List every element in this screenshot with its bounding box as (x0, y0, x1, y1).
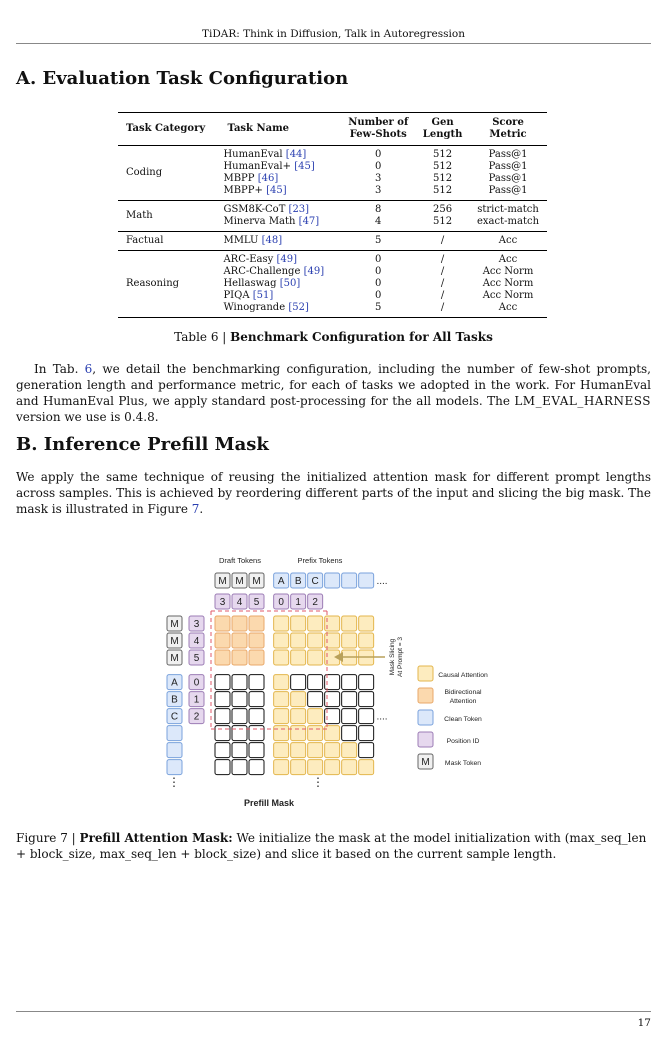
left-token-label: C (170, 711, 179, 723)
clean-token-cell (167, 743, 182, 758)
causal-cell (291, 743, 306, 758)
causal-cell (291, 692, 306, 707)
legend-bidirectional-l2: Attention (449, 698, 477, 705)
mask-empty-cell (308, 692, 323, 707)
causal-cell (308, 743, 323, 758)
mask-empty-cell (249, 743, 264, 758)
few-shots-value: 0 (375, 254, 382, 265)
clean-token-cell (167, 760, 182, 775)
causal-cell (274, 726, 289, 741)
clean-token-cell (325, 573, 340, 588)
top-position-label: 2 (312, 597, 318, 608)
causal-cell (274, 650, 289, 665)
few-shots-value: 0 (375, 149, 382, 160)
top-token-label: M (252, 576, 261, 587)
causal-cell (274, 709, 289, 724)
left-token-label: M (170, 636, 179, 647)
score-metric-value: Pass@1 (488, 161, 528, 172)
left-position-label: 3 (193, 619, 200, 630)
top-token-label: A (277, 576, 285, 587)
score-metric-value: exact-match (477, 216, 540, 227)
few-shots-value: 3 (375, 185, 382, 196)
score-metric-value: Pass@1 (488, 149, 528, 160)
top-position-label: 0 (278, 597, 284, 608)
top-position-label: 1 (295, 597, 301, 608)
mask-empty-cell (359, 726, 374, 741)
bidirectional-cell (249, 650, 264, 665)
task-name-text: HumanEval (223, 149, 283, 160)
gen-length-value: 512 (433, 149, 453, 160)
table-caption-title: Benchmark Configuration for All Tasks (230, 330, 493, 344)
causal-cell (291, 709, 306, 724)
bidirectional-cell (232, 616, 247, 631)
citation-link[interactable]: [47] (298, 216, 320, 227)
running-header: TiDAR: Think in Diffusion, Talk in Autoregression (16, 28, 651, 44)
header-gen-l1: Gen (431, 117, 454, 128)
para-b-s1: We apply the same technique of reusing the initialized attention mask for different prompt lengths across samples. This is achieved by reordering different parts of the input and slicing the big mask. The mask is illustrated in Figure (16, 470, 651, 516)
citation-link[interactable]: [46] (257, 173, 279, 184)
score-metric-value: Acc Norm (482, 266, 534, 277)
gen-length-value: / (440, 235, 445, 246)
causal-cell (274, 743, 289, 758)
score-metric-value: Acc Norm (482, 278, 534, 289)
score-metric-value: Acc Norm (482, 290, 534, 301)
few-shots-value: 5 (375, 302, 382, 313)
causal-cell (291, 726, 306, 741)
score-metric-value: Acc (498, 235, 518, 246)
causal-cell (325, 743, 340, 758)
table-caption-label: Table 6 | (174, 330, 227, 344)
mask-empty-cell (249, 760, 264, 775)
gen-length-value: / (440, 278, 445, 289)
gen-length-value: / (440, 302, 445, 313)
few-shots-value: 0 (375, 290, 382, 301)
causal-cell (325, 726, 340, 741)
mask-empty-cell (232, 709, 247, 724)
mask-empty-cell (359, 692, 374, 707)
slicing-label-l1: Mask Slicing (389, 638, 396, 676)
top-position-label: 5 (253, 597, 260, 608)
mask-empty-cell (232, 675, 247, 690)
cell-task-category: Math (126, 210, 153, 221)
causal-cell (274, 616, 289, 631)
causal-cell (308, 616, 323, 631)
left-token-label: B (171, 694, 178, 706)
mask-empty-cell (249, 692, 264, 707)
causal-cell (291, 633, 306, 648)
top-position-label: 3 (219, 597, 226, 608)
legend-mask-label: Mask Token (444, 760, 482, 767)
causal-cell (325, 760, 340, 775)
citation-link[interactable]: [52] (288, 302, 309, 313)
legend-position-label: Position ID (446, 738, 480, 745)
task-name-text: GSM8K-CoT (223, 204, 286, 215)
header-task-category: Task Category (118, 113, 219, 146)
task-name-text: Minerva Math (223, 216, 296, 227)
gen-length-value: / (440, 266, 445, 277)
causal-cell (274, 692, 289, 707)
mask-empty-cell (359, 675, 374, 690)
gen-length-value: 512 (433, 185, 453, 196)
bidirectional-cell (215, 616, 230, 631)
task-name-text: Hellaswag (223, 278, 277, 289)
lm-eval-harness-code: LM_EVAL_HARNESS (514, 394, 651, 408)
score-metric-value: Pass@1 (488, 173, 528, 184)
causal-cell (274, 675, 289, 690)
causal-cell (274, 760, 289, 775)
citation-link[interactable]: [49] (276, 254, 297, 265)
gen-length-value: 512 (433, 161, 453, 172)
task-name-text: Winogrande (223, 302, 286, 313)
mask-empty-cell (249, 709, 264, 724)
causal-cell (291, 616, 306, 631)
left-vertical-ellipsis: ⋮ (168, 775, 180, 789)
mask-empty-cell (215, 675, 230, 690)
citation-link[interactable]: [44] (285, 149, 307, 160)
legend-position-swatch (418, 732, 433, 747)
figure-caption-label: Figure 7 | (16, 831, 76, 845)
left-position-label: 4 (193, 636, 200, 647)
clean-token-cell (342, 573, 357, 588)
score-metric-value: strict-match (477, 204, 539, 215)
causal-cell (291, 650, 306, 665)
causal-cell (359, 760, 374, 775)
mask-empty-cell (215, 709, 230, 724)
section-a-title: A. Evaluation Task Configuration (16, 68, 349, 89)
mask-empty-cell (232, 726, 247, 741)
top-ellipsis: .... (376, 576, 388, 587)
left-position-label: 2 (193, 711, 200, 723)
bidirectional-cell (215, 650, 230, 665)
few-shots-value: 4 (375, 216, 382, 227)
bidirectional-cell (215, 633, 230, 648)
legend-bidirectional-l1: Bidirectional (444, 689, 482, 696)
task-name-text: ARC-Challenge (223, 266, 301, 277)
task-name-text: MMLU (223, 235, 259, 246)
prefill-mask-title: Prefill Mask (243, 798, 295, 808)
bidirectional-cell (232, 633, 247, 648)
left-position-label: 1 (193, 694, 200, 706)
figure-7-link[interactable]: 7 (191, 502, 200, 516)
prefix-tokens-label: Prefix Tokens (297, 556, 343, 565)
score-metric-value: Acc (498, 254, 518, 265)
causal-cell (308, 726, 323, 741)
task-name-text: ARC-Easy (223, 254, 274, 265)
slicing-label-l2: At Prompt = 3 (397, 637, 404, 677)
task-name-text: MBPP (223, 173, 255, 184)
figure-caption-title: Prefill Attention Mask: (79, 831, 233, 845)
causal-cell (274, 633, 289, 648)
bidirectional-cell (249, 633, 264, 648)
top-token-label: M (235, 576, 244, 587)
legend-causal-label: Causal Attention (438, 672, 488, 679)
mask-empty-cell (359, 709, 374, 724)
mask-empty-cell (308, 675, 323, 690)
top-token-label: C (311, 576, 319, 587)
bidirectional-cell (232, 650, 247, 665)
para-a-s1: In Tab. (34, 362, 85, 376)
mask-empty-cell (291, 675, 306, 690)
section-b-title: B. Inference Prefill Mask (16, 434, 269, 455)
citation-link[interactable]: [48] (261, 235, 283, 246)
clean-token-cell (167, 726, 182, 741)
citation-link[interactable]: [45] (266, 185, 287, 196)
mask-empty-cell (215, 692, 230, 707)
few-shots-value: 3 (375, 173, 382, 184)
left-token-label: M (170, 619, 179, 630)
task-name-text: MBPP+ (223, 185, 263, 196)
citation-link[interactable]: [49] (303, 266, 325, 277)
few-shots-value: 0 (375, 161, 382, 172)
mask-empty-cell (232, 760, 247, 775)
legend-bidirectional-swatch (418, 688, 433, 703)
figure-caption-text: We initialize the mask at the model initialization with (max_seq_len + block_size, max_seq_len + block_size) and slice it based on the current sample length. (16, 831, 647, 861)
few-shots-value: 5 (375, 235, 382, 246)
few-shots-value: 0 (375, 278, 382, 289)
score-metric-value: Acc (498, 302, 518, 313)
causal-cell (342, 633, 357, 648)
mask-empty-cell (249, 726, 264, 741)
few-shots-value: 8 (375, 204, 382, 215)
legend-causal-swatch (418, 666, 433, 681)
citation-link[interactable]: [50] (279, 278, 301, 289)
causal-cell (342, 760, 357, 775)
para-a-s3: version we use is 0.4.8. (16, 410, 159, 424)
header-task-name: Task Name (219, 113, 340, 146)
citation-link[interactable]: [51] (252, 290, 274, 301)
slicing-label-group (389, 637, 404, 677)
mask-empty-cell (232, 743, 247, 758)
figure-caption (16, 830, 651, 862)
header-score-l1: Score (492, 117, 524, 128)
mask-empty-cell (232, 692, 247, 707)
causal-cell (308, 650, 323, 665)
legend-clean-swatch (418, 710, 433, 725)
top-token-label: M (218, 576, 227, 587)
causal-cell (359, 633, 374, 648)
causal-cell (291, 760, 306, 775)
grid-vertical-ellipsis: ⋮ (312, 775, 324, 789)
cell-task-category: Factual (126, 235, 164, 246)
citation-link[interactable]: [23] (288, 204, 310, 215)
causal-cell (342, 616, 357, 631)
task-name-text: HumanEval+ (223, 161, 291, 172)
gen-length-value: / (440, 290, 445, 301)
top-token-label: B (294, 576, 302, 587)
few-shots-value: 0 (375, 266, 382, 277)
mask-empty-cell (215, 743, 230, 758)
header-few-shots-l2: Few-Shots (349, 129, 407, 140)
mask-empty-cell (342, 709, 357, 724)
draft-tokens-label: Draft Tokens (219, 556, 261, 565)
left-token-label: M (170, 653, 179, 664)
legend-mask-glyph: M (421, 757, 430, 768)
citation-link[interactable]: [45] (294, 161, 315, 172)
top-position-label: 4 (236, 597, 243, 608)
header-few-shots-l1: Number of (348, 117, 409, 128)
mask-empty-cell (215, 760, 230, 775)
bidirectional-cell (249, 616, 264, 631)
gen-length-value: 256 (433, 204, 453, 215)
header-gen-l2: Length (422, 129, 463, 140)
cell-task-category: Reasoning (126, 278, 180, 289)
table-6-link[interactable]: 6 (84, 362, 93, 376)
clean-token-cell (359, 573, 374, 588)
causal-cell (308, 633, 323, 648)
mask-empty-cell (342, 726, 357, 741)
causal-cell (359, 616, 374, 631)
grid-ellipsis: .... (376, 711, 388, 723)
mask-empty-cell (249, 675, 264, 690)
mask-empty-cell (342, 675, 357, 690)
left-token-label: A (171, 677, 178, 689)
para-b-s2: . (199, 502, 204, 516)
gen-length-value: 512 (433, 216, 453, 227)
mask-empty-cell (342, 692, 357, 707)
left-position-label: 5 (193, 653, 200, 664)
header-score-l2: Metric (489, 129, 527, 140)
task-name-text: PIQA (223, 290, 250, 301)
page-number: 17 (637, 1017, 651, 1029)
causal-cell (342, 743, 357, 758)
gen-length-value: / (440, 254, 445, 265)
mask-empty-cell (359, 743, 374, 758)
cell-task-category: Coding (126, 167, 163, 178)
footer-rule (16, 1011, 651, 1012)
causal-cell (308, 760, 323, 775)
gen-length-value: 512 (433, 173, 453, 184)
causal-cell (308, 709, 323, 724)
legend-clean-label: Clean Token (444, 716, 482, 723)
para-a-s2: , we detail the benchmarking configuration, including the number of few-shot prompts, generation length and performance metric, for each of tasks we adopted in the work. For HumanEval and HumanEval Plus, we apply standard post-processing for the all models. The (16, 362, 651, 408)
left-position-label: 0 (193, 677, 200, 689)
score-metric-value: Pass@1 (488, 185, 528, 196)
mask-empty-cell (215, 726, 230, 741)
